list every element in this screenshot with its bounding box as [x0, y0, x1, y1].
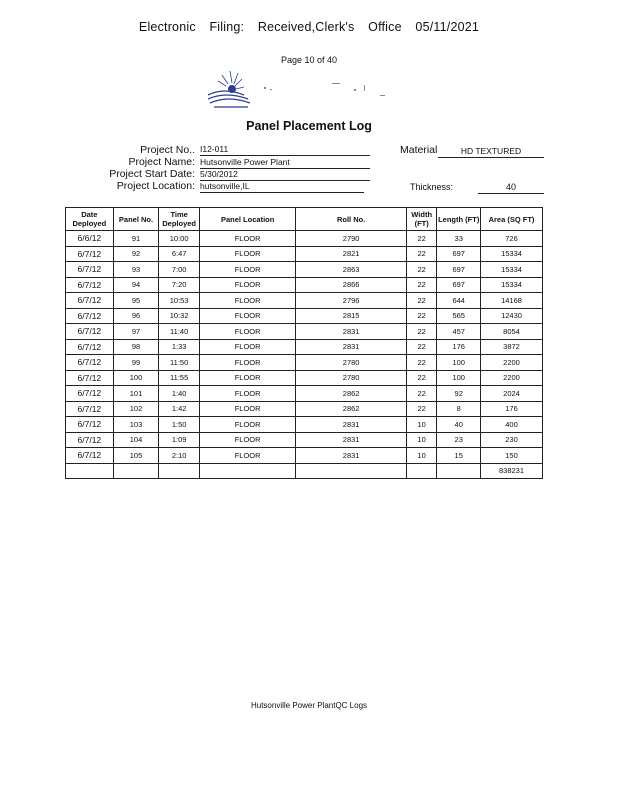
table-cell: 22 — [406, 308, 436, 324]
table-cell: 2831 — [296, 339, 407, 355]
table-row — [66, 293, 543, 309]
table-cell: 2780 — [296, 355, 407, 371]
column-header: Roll No. — [296, 208, 407, 231]
column-header: Time Deployed — [159, 208, 200, 231]
table-cell: FLOOR — [199, 324, 295, 340]
table-cell: 230 — [481, 432, 543, 448]
table-cell: 6/7/12 — [66, 293, 114, 309]
table-cell: 7:20 — [159, 277, 200, 293]
project-no-label: Project No.. — [140, 144, 195, 156]
table-cell: 11:50 — [159, 355, 200, 371]
table-cell: 22 — [406, 293, 436, 309]
table-cell: 2831 — [296, 448, 407, 464]
table-cell: 6/6/12 — [66, 231, 114, 247]
table-cell: 6/7/12 — [66, 386, 114, 402]
table-cell: FLOOR — [199, 339, 295, 355]
table-cell: FLOOR — [199, 355, 295, 371]
table-row — [66, 370, 543, 386]
table-row — [66, 262, 543, 278]
table-cell: 91 — [113, 231, 159, 247]
table-cell: 22 — [406, 386, 436, 402]
table-cell: 22 — [406, 339, 436, 355]
table-cell: 2815 — [296, 308, 407, 324]
table-cell: 93 — [113, 262, 159, 278]
table-cell: 6/7/12 — [66, 324, 114, 340]
table-cell: 95 — [113, 293, 159, 309]
table-cell: 100 — [437, 355, 481, 371]
table-cell: 2796 — [296, 293, 407, 309]
table-cell: 6:47 — [159, 246, 200, 262]
table-cell: 697 — [437, 262, 481, 278]
table-cell: 6/7/12 — [66, 355, 114, 371]
table-cell: FLOOR — [199, 293, 295, 309]
table-cell — [406, 463, 436, 479]
table-row — [66, 463, 543, 479]
table-row — [66, 339, 543, 355]
table-row — [66, 308, 543, 324]
table-cell: FLOOR — [199, 231, 295, 247]
table-cell — [159, 463, 200, 479]
panel-placement-table — [65, 207, 543, 479]
table-cell: 22 — [406, 246, 436, 262]
table-row — [66, 277, 543, 293]
table-row — [66, 432, 543, 448]
table-cell: 565 — [437, 308, 481, 324]
table-row — [66, 246, 543, 262]
table-cell: 97 — [113, 324, 159, 340]
table-cell: 104 — [113, 432, 159, 448]
table-cell: 100 — [437, 370, 481, 386]
table-cell: 10:32 — [159, 308, 200, 324]
table-cell: 23 — [437, 432, 481, 448]
material-value: HD TEXTURED — [438, 146, 544, 158]
table-cell — [199, 463, 295, 479]
table-cell: 10 — [406, 432, 436, 448]
table-cell: 92 — [113, 246, 159, 262]
table-cell: 102 — [113, 401, 159, 417]
table-cell: 2790 — [296, 231, 407, 247]
table-cell: 3872 — [481, 339, 543, 355]
table-cell: 2862 — [296, 386, 407, 402]
table-cell: FLOOR — [199, 262, 295, 278]
table-cell: 6/7/12 — [66, 246, 114, 262]
table-cell: 2780 — [296, 370, 407, 386]
table-cell: 726 — [481, 231, 543, 247]
table-cell: FLOOR — [199, 417, 295, 433]
table-cell: 7:00 — [159, 262, 200, 278]
table-cell: FLOOR — [199, 277, 295, 293]
table-cell: 22 — [406, 370, 436, 386]
table-cell: 2:10 — [159, 448, 200, 464]
table-cell: 8054 — [481, 324, 543, 340]
table-cell: FLOOR — [199, 432, 295, 448]
table-cell: 2821 — [296, 246, 407, 262]
column-header: Panel Location — [199, 208, 295, 231]
table-row — [66, 324, 543, 340]
table-cell: 2862 — [296, 401, 407, 417]
project-location-value: hutsonville,IL — [200, 181, 364, 193]
table-cell: 2863 — [296, 262, 407, 278]
table-cell: 6/7/12 — [66, 417, 114, 433]
table-cell: 33 — [437, 231, 481, 247]
table-cell: 22 — [406, 401, 436, 417]
table-cell: FLOOR — [199, 308, 295, 324]
table-cell: 99 — [113, 355, 159, 371]
table-cell: 22 — [406, 231, 436, 247]
table-cell: 1:50 — [159, 417, 200, 433]
table-cell: 838231 — [481, 463, 543, 479]
table-cell: 644 — [437, 293, 481, 309]
footer-text: Hutsonville Power PlantQC Logs — [250, 701, 368, 710]
column-header: Date Deployed — [66, 208, 114, 231]
table-cell: 457 — [437, 324, 481, 340]
table-cell: 6/7/12 — [66, 448, 114, 464]
table-cell: 697 — [437, 246, 481, 262]
table-cell: 22 — [406, 355, 436, 371]
table-cell: 6/7/12 — [66, 262, 114, 278]
table-cell: 22 — [406, 262, 436, 278]
table-cell: 400 — [481, 417, 543, 433]
table-cell: 1:40 — [159, 386, 200, 402]
table-cell: 10:00 — [159, 231, 200, 247]
table-cell: 2866 — [296, 277, 407, 293]
table-row — [66, 448, 543, 464]
table-cell: 2200 — [481, 355, 543, 371]
table-cell: 11:55 — [159, 370, 200, 386]
page-title: Panel Placement Log — [246, 119, 372, 133]
table-cell — [437, 463, 481, 479]
table-cell: 176 — [437, 339, 481, 355]
column-header: Length (FT) — [437, 208, 481, 231]
project-start-date-label: Project Start Date: — [109, 168, 195, 180]
table-cell: 15334 — [481, 262, 543, 278]
table-cell: 92 — [437, 386, 481, 402]
table-row — [66, 417, 543, 433]
table-cell: FLOOR — [199, 246, 295, 262]
table-cell: 15334 — [481, 246, 543, 262]
table-row — [66, 231, 543, 247]
project-no-value: I12-011 — [200, 144, 370, 156]
table-header-row — [66, 208, 543, 231]
table-cell: 2831 — [296, 324, 407, 340]
table-cell: 1:33 — [159, 339, 200, 355]
table-row — [66, 355, 543, 371]
project-location-label: Project Location: — [116, 180, 195, 192]
table-cell: 10 — [406, 417, 436, 433]
table-cell: 2831 — [296, 432, 407, 448]
thickness-value: 40 — [478, 182, 544, 194]
table-cell: 98 — [113, 339, 159, 355]
table-cell: 94 — [113, 277, 159, 293]
company-logo — [204, 65, 404, 110]
table-cell — [296, 463, 407, 479]
table-cell: 2024 — [481, 386, 543, 402]
table-cell: 11:40 — [159, 324, 200, 340]
table-row — [66, 386, 543, 402]
table-cell: FLOOR — [199, 386, 295, 402]
table-cell: 40 — [437, 417, 481, 433]
table-cell: 15334 — [481, 277, 543, 293]
project-name-value: Hutsonville Power Plant — [200, 157, 370, 169]
column-header: Panel No. — [113, 208, 159, 231]
table-cell: FLOOR — [199, 448, 295, 464]
table-cell — [113, 463, 159, 479]
table-cell — [66, 463, 114, 479]
column-header: Width (FT) — [406, 208, 436, 231]
table-cell: 14168 — [481, 293, 543, 309]
table-cell: 6/7/12 — [66, 432, 114, 448]
table-cell: 103 — [113, 417, 159, 433]
table-cell: FLOOR — [199, 370, 295, 386]
table-cell: 10 — [406, 448, 436, 464]
table-cell: 96 — [113, 308, 159, 324]
table-cell: 101 — [113, 386, 159, 402]
table-cell: FLOOR — [199, 401, 295, 417]
table-cell: 6/7/12 — [66, 277, 114, 293]
table-cell: 697 — [437, 277, 481, 293]
material-label: Material — [400, 144, 438, 156]
thickness-label: Thickness: — [410, 182, 454, 192]
table-cell: 1:09 — [159, 432, 200, 448]
table-cell: 1:42 — [159, 401, 200, 417]
table-cell: 150 — [481, 448, 543, 464]
table-row — [66, 401, 543, 417]
column-header: Area (SQ FT) — [481, 208, 543, 231]
table-cell: 15 — [437, 448, 481, 464]
table-cell: 6/7/12 — [66, 401, 114, 417]
project-start-date-value: 5/30/2012 — [200, 169, 370, 181]
table-cell: 22 — [406, 324, 436, 340]
table-cell: 6/7/12 — [66, 339, 114, 355]
table-cell: 10:53 — [159, 293, 200, 309]
table-cell: 22 — [406, 277, 436, 293]
table-cell: 2200 — [481, 370, 543, 386]
table-cell: 176 — [481, 401, 543, 417]
table-cell: 100 — [113, 370, 159, 386]
filing-stamp: Electronic Filing: Received,Clerk's Office 05/11/2021 — [138, 20, 480, 34]
table-cell: 2831 — [296, 417, 407, 433]
table-cell: 8 — [437, 401, 481, 417]
table-cell: 6/7/12 — [66, 308, 114, 324]
project-name-label: Project Name: — [128, 156, 195, 168]
table-body — [66, 231, 543, 479]
table-cell: 6/7/12 — [66, 370, 114, 386]
page-number: Page 10 of 40 — [280, 55, 338, 65]
table-cell: 12430 — [481, 308, 543, 324]
table-cell: 105 — [113, 448, 159, 464]
